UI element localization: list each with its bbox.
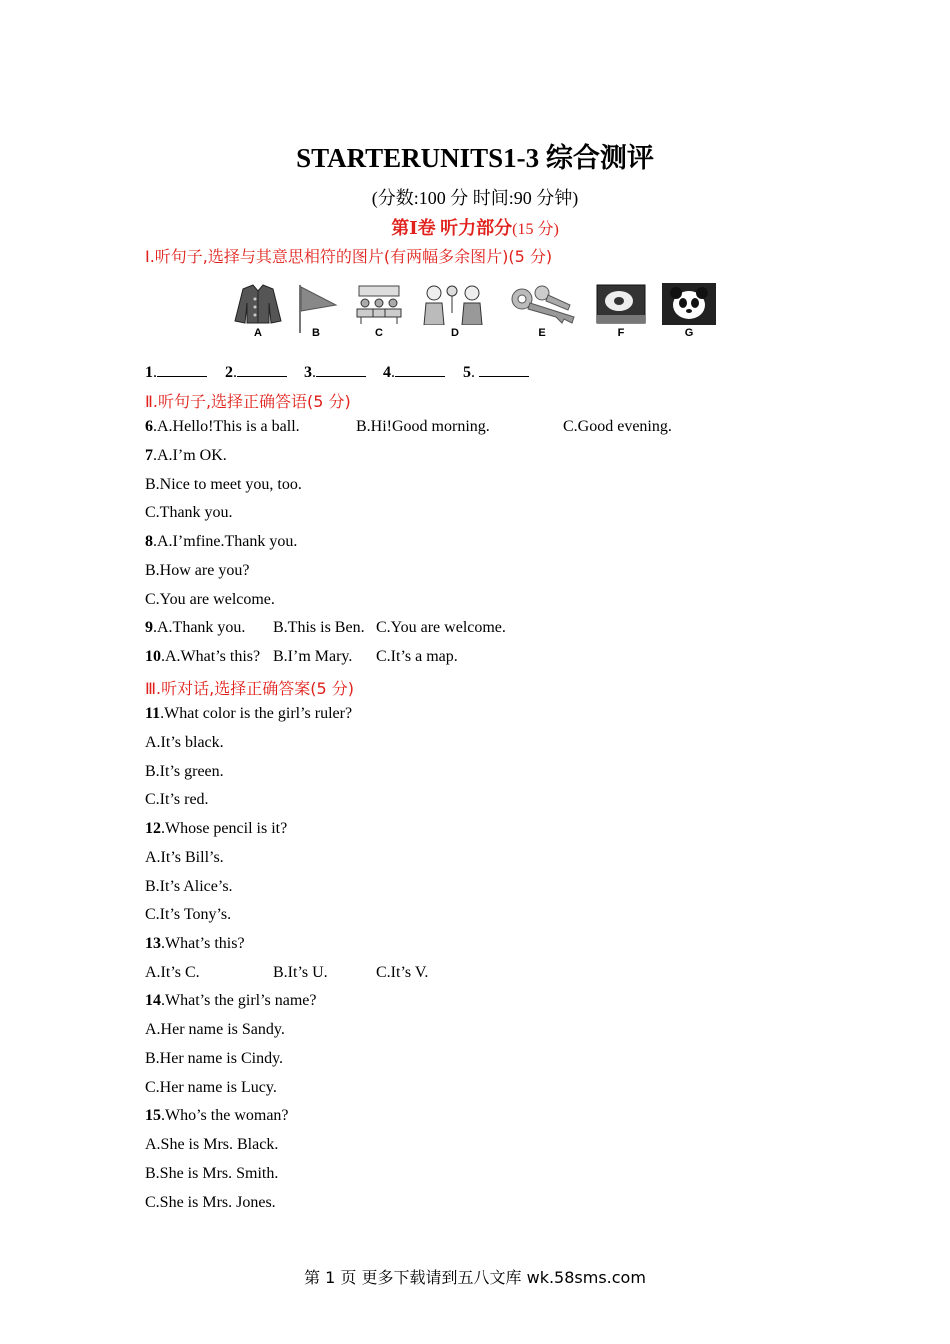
question-number: 8: [145, 533, 153, 550]
blank-item: 4.: [383, 362, 445, 382]
question-text: .Whose pencil is it?: [161, 820, 288, 837]
question-text: .What’s this?: [161, 935, 245, 952]
question-14: [145, 992, 317, 1010]
option-c: C.You are welcome.: [145, 591, 275, 608]
question-number: 7: [145, 447, 153, 464]
coat-icon: [233, 283, 283, 325]
answer-blank[interactable]: [237, 362, 287, 377]
question-15: [145, 1107, 289, 1125]
section-2-heading: Ⅱ.听句子,选择正确答语(5 分): [145, 392, 351, 411]
answer-blank[interactable]: [395, 362, 445, 377]
question-13: [145, 935, 245, 953]
question-12: [145, 820, 287, 838]
page-title: STARTERUNITS1-3 综合测评: [296, 143, 654, 173]
panda-icon: [662, 283, 716, 325]
option-b: B.It’s Alice’s.: [145, 878, 233, 895]
option-c: C.You are welcome.: [376, 619, 506, 636]
section-3-heading: Ⅲ.听对话,选择正确答案(5 分): [145, 679, 354, 698]
option-b: B.She is Mrs. Smith.: [145, 1165, 279, 1182]
answer-blank[interactable]: [316, 362, 366, 377]
question-number: 11: [145, 705, 161, 722]
option-a: .A.I’mfine.Thank you.: [153, 533, 298, 550]
picture-label-d: D: [451, 327, 459, 339]
picture-label-a: A: [254, 327, 262, 339]
option-c: C.It’s V.: [376, 964, 429, 981]
picture-label-b: B: [312, 327, 320, 339]
option-c: C.It’s red.: [145, 791, 209, 808]
picture-label-f: F: [617, 327, 625, 339]
picture-label-g: G: [684, 327, 694, 339]
option-a: .A.Hello!This is a ball.: [153, 418, 300, 435]
option-b: B.How are you?: [145, 562, 250, 579]
option-a: .A.I’m OK.: [153, 447, 227, 464]
option-b: B.I’m Mary.: [273, 648, 353, 665]
question-text: .What’s the girl’s name?: [161, 992, 317, 1009]
option-a: A.It’s black.: [145, 734, 224, 751]
question-number: 10: [145, 648, 161, 665]
question-11: [145, 705, 352, 723]
option-a: .A.What’s this?: [161, 648, 261, 665]
question-8: [145, 533, 297, 551]
question-number: 9: [145, 619, 153, 636]
option-b: B.Nice to meet you, too.: [145, 476, 302, 493]
picture-label-c: C: [375, 327, 383, 339]
option-c: C.It’s Tony’s.: [145, 906, 232, 923]
part-heading: [0, 214, 950, 240]
option-c: C.Good evening.: [563, 418, 672, 435]
option-c: C.Thank you.: [145, 504, 233, 521]
classroom-icon: [353, 283, 405, 325]
blank-item: 2.: [225, 362, 287, 382]
blank-item: 1.: [145, 362, 207, 382]
question-7: [145, 447, 227, 465]
question-number: 6: [145, 418, 153, 435]
question-text: .Who’s the woman?: [161, 1107, 289, 1124]
option-a: A.It’s Bill’s.: [145, 849, 224, 866]
picture-label-e: E: [538, 327, 546, 339]
question-number: 13: [145, 935, 161, 952]
answer-blank[interactable]: [479, 362, 529, 377]
page-subtitle: (分数:100 分 时间:90 分钟): [371, 188, 579, 208]
option-b: B.It’s U.: [273, 964, 328, 981]
part-score: (15 分): [512, 221, 559, 238]
option-a: A.She is Mrs. Black.: [145, 1136, 279, 1153]
section-1-heading: Ⅰ.听句子,选择与其意思相符的图片(有两幅多余图片)(5 分): [145, 247, 553, 266]
option-a: A.It’s C.: [145, 964, 200, 981]
option-a: A.Her name is Sandy.: [145, 1021, 285, 1038]
option-c: C.She is Mrs. Jones.: [145, 1194, 276, 1211]
option-b: B.Hi!Good morning.: [356, 418, 490, 435]
question-number: 15: [145, 1107, 161, 1124]
option-c: C.It’s a map.: [376, 648, 458, 665]
question-text: .What color is the girl’s ruler?: [160, 705, 353, 722]
question-number: 14: [145, 992, 161, 1009]
people-icon: [420, 283, 490, 325]
option-a: .A.Thank you.: [153, 619, 246, 636]
option-c: C.Her name is Lucy.: [145, 1079, 277, 1096]
page-footer: 第 1 页 更多下载请到五八文库 wk.58sms.com: [304, 1268, 646, 1287]
picture-strip: [228, 283, 728, 343]
flag-icon: [296, 283, 340, 333]
question-number: 12: [145, 820, 161, 837]
option-b: B.Her name is Cindy.: [145, 1050, 284, 1067]
answer-blank[interactable]: [157, 362, 207, 377]
part-label: 第Ⅰ卷 听力部分: [391, 218, 513, 238]
cd-icon: [595, 283, 647, 325]
option-b: B.It’s green.: [145, 763, 224, 780]
blank-item: 3.: [304, 362, 366, 382]
keys-icon: [504, 283, 580, 325]
option-b: B.This is Ben.: [273, 619, 365, 636]
blank-item: 5.: [463, 362, 529, 382]
